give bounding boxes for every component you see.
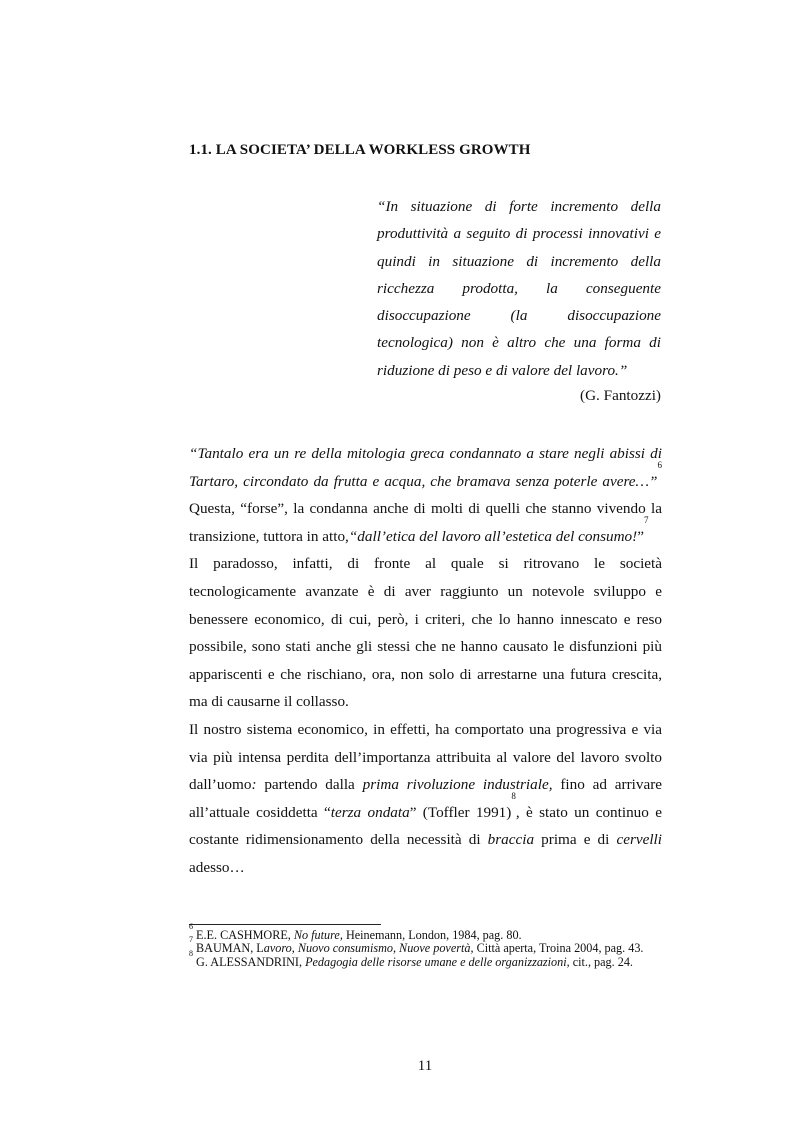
cervelli: cervelli <box>616 831 663 849</box>
prima-rivoluzione: prima rivoluzione industriale, <box>362 776 553 794</box>
page-number: 11 <box>417 1058 433 1074</box>
footnotes <box>189 922 662 969</box>
footnote-divider <box>189 924 381 925</box>
footnote-title: Pedagogia delle risorse umane e delle organizzazioni, <box>305 954 570 969</box>
footnote-ref-7: 7 <box>643 514 649 525</box>
quote-close: ” <box>637 527 644 545</box>
paragraph-tantalo <box>189 440 662 550</box>
terza-ondata: terza ondata <box>330 803 410 821</box>
footnote-ref-6: 6 <box>657 459 662 470</box>
footnote-title: No future, <box>293 928 343 942</box>
footnote-details: Heinemann, London, 1984, pag. 80. <box>342 928 522 942</box>
paragraph-paradosso: Il paradosso, infatti, di fronte al quale si ritrovano le società tecnologicamente avanzate è di aver raggiunto un notevole sviluppo e benessere economico, di cui, però, i criteri, che lo hanno innescato e reso possibile, sono stati anche gli stessi che ne hanno causato le disfunzioni più appariscenti e che rischiano, ora, non solo di arrestarne una futura crescita, ma di causarne il collasso. <box>189 555 662 711</box>
tantalo-quote: “Tantalo era un re della mitologia greca condannato a stare negli abissi di Tartaro, circondato da frutta e acqua, che bramava senza poterle avere…” <box>189 445 662 490</box>
sistema-text-6: adesso… <box>189 858 245 876</box>
footnote-number: 6 <box>189 922 193 931</box>
paragraph-sistema <box>189 716 662 882</box>
sistema-text-4: , è stato un continuo e costante ridimensionamento della necessità di <box>189 803 662 849</box>
sistema-text-3: ” (Toffler 1991) <box>409 803 512 821</box>
sistema-text-5: prima e di <box>534 831 617 849</box>
footnote-number: 7 <box>189 935 193 945</box>
footnote-author: G. ALESSANDRINI, <box>193 954 306 969</box>
footnote-author: BAUMAN, L <box>193 941 264 956</box>
sistema-text-2: fino ad arrivare all’attuale cosiddetta “ <box>189 776 662 821</box>
footnote-title: avoro, Nuovo consumismo, Nuove povertà, <box>263 941 474 956</box>
footnote-6 <box>189 922 662 945</box>
braccia: braccia <box>487 831 535 849</box>
footnote-author: E.E. CASHMORE, <box>193 928 294 942</box>
sistema-text-1: Il nostro sistema economico, in effetti, ha comportato una progressiva e via via più intensa perdita dell’importanza attribuita al valore del lavoro svolto dall’uomo <box>189 720 662 794</box>
footnote-details: cit., pag. 24. <box>569 954 633 969</box>
epigraph-author: (G. Fantozzi) <box>580 387 661 404</box>
paragraph-tantalo-text: Questa, “forse”, la condanna anche di molti di quelli che stanno vivendo la transizione, tuttora in atto, <box>189 500 662 545</box>
epigraph-quote: “In situazione di forte incremento della produttività a seguito di processi innovativi e quindi in situazione di incremento della ricchezza prodotta, la conseguente disoccupazione (la disoccupazione tecnologica) non è altro che una forma di riduzione di peso e di valore del lavoro.” <box>377 198 661 379</box>
consumo-quote: “dall’etica del lavoro all’estetica del consumo! <box>348 527 638 545</box>
section-heading: 1.1. LA SOCIETA’ DELLA WORKLESS GROWTH <box>189 142 531 158</box>
footnote-number: 8 <box>189 948 193 958</box>
footnote-ref-8: 8 <box>511 790 516 801</box>
sistema-colon: : <box>251 776 257 794</box>
footnote-details: Città aperta, Troina 2004, pag. 43. <box>473 941 644 956</box>
sistema-text-1c: partendo dalla <box>256 776 363 794</box>
body-text <box>189 440 662 882</box>
